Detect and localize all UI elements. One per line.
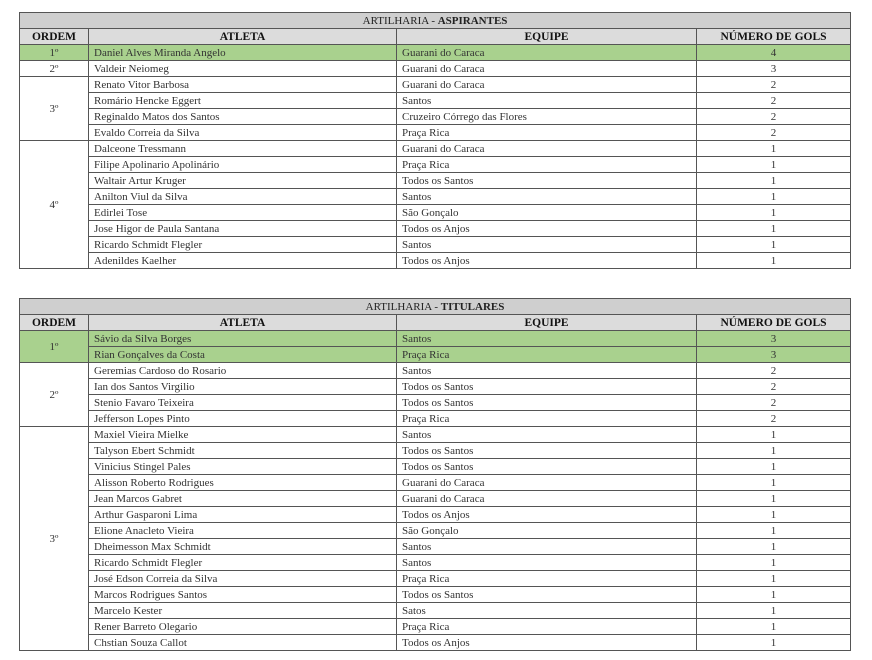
goals-cell: 1 <box>697 221 851 237</box>
athlete-cell: Adenildes Kaelher <box>89 253 397 269</box>
athlete-cell: Ricardo Schmidt Flegler <box>89 237 397 253</box>
table-row <box>20 141 851 157</box>
table-title-category: ASPIRANTES <box>437 14 508 27</box>
team-cell: Guarani do Caraca <box>397 77 697 93</box>
team-cell: Santos <box>397 427 697 443</box>
table-row <box>20 411 851 427</box>
athlete-cell: Chstian Souza Callot <box>89 635 397 651</box>
goals-cell: 1 <box>697 539 851 555</box>
team-cell: Santos <box>397 93 697 109</box>
table-body <box>20 45 851 269</box>
athlete-cell: Jose Higor de Paula Santana <box>89 221 397 237</box>
athlete-cell: Waltair Artur Kruger <box>89 173 397 189</box>
athlete-cell: Daniel Alves Miranda Angelo <box>89 45 397 61</box>
table-row <box>20 459 851 475</box>
table-row <box>20 189 851 205</box>
goals-cell: 1 <box>697 603 851 619</box>
athlete-cell: Arthur Gasparoni Lima <box>89 507 397 523</box>
athlete-cell: Dheimesson Max Schmidt <box>89 539 397 555</box>
table-row <box>20 603 851 619</box>
table-row <box>20 205 851 221</box>
athlete-cell: Geremias Cardoso do Rosario <box>89 363 397 379</box>
athlete-cell: Ricardo Schmidt Flegler <box>89 555 397 571</box>
scorers-table-aspirantes <box>19 12 851 269</box>
athlete-cell: Renato Vitor Barbosa <box>89 77 397 93</box>
column-header-gols: NÚMERO DE GOLS <box>697 315 851 331</box>
table-title <box>20 299 851 315</box>
athlete-cell: Reginaldo Matos dos Santos <box>89 109 397 125</box>
team-cell: Todos os Anjos <box>397 635 697 651</box>
team-cell: Santos <box>397 189 697 205</box>
athlete-cell: Dalceone Tressmann <box>89 141 397 157</box>
column-header-ordem: ORDEM <box>20 315 89 331</box>
goals-cell: 2 <box>697 363 851 379</box>
goals-cell: 2 <box>697 125 851 141</box>
rank-cell: 3º <box>20 77 89 141</box>
table-row <box>20 93 851 109</box>
rank-cell: 2º <box>20 363 89 427</box>
athlete-cell: Elione Anacleto Vieira <box>89 523 397 539</box>
table-row <box>20 475 851 491</box>
table-row <box>20 173 851 189</box>
table-row <box>20 587 851 603</box>
team-cell: Todos os Anjos <box>397 221 697 237</box>
goals-cell: 1 <box>697 523 851 539</box>
team-cell: Praça Rica <box>397 571 697 587</box>
athlete-cell: Anilton Viul da Silva <box>89 189 397 205</box>
goals-cell: 1 <box>697 571 851 587</box>
team-cell: Santos <box>397 331 697 347</box>
table-row <box>20 635 851 651</box>
goals-cell: 1 <box>697 141 851 157</box>
team-cell: Todos os Santos <box>397 379 697 395</box>
team-cell: Todos os Santos <box>397 443 697 459</box>
goals-cell: 2 <box>697 395 851 411</box>
team-cell: Santos <box>397 539 697 555</box>
table-row <box>20 363 851 379</box>
goals-cell: 1 <box>697 443 851 459</box>
goals-cell: 1 <box>697 205 851 221</box>
column-header-equipe: EQUIPE <box>397 315 697 331</box>
athlete-cell: Evaldo Correia da Silva <box>89 125 397 141</box>
column-header-row <box>20 315 851 331</box>
team-cell: Praça Rica <box>397 411 697 427</box>
goals-cell: 1 <box>697 619 851 635</box>
athlete-cell: Jean Marcos Gabret <box>89 491 397 507</box>
athlete-cell: Alisson Roberto Rodrigues <box>89 475 397 491</box>
rank-cell: 1º <box>20 331 89 363</box>
goals-cell: 4 <box>697 45 851 61</box>
team-cell: São Gonçalo <box>397 205 697 221</box>
table-row <box>20 61 851 77</box>
table-row <box>20 523 851 539</box>
team-cell: Todos os Santos <box>397 173 697 189</box>
goals-cell: 3 <box>697 347 851 363</box>
table-title-prefix: ARTILHARIA - <box>365 300 441 313</box>
column-header-atleta: ATLETA <box>89 315 397 331</box>
athlete-cell: Rian Gonçalves da Costa <box>89 347 397 363</box>
team-cell: Cruzeiro Córrego das Flores <box>397 109 697 125</box>
table-row <box>20 77 851 93</box>
column-header-atleta: ATLETA <box>89 29 397 45</box>
table-row <box>20 125 851 141</box>
rank-cell: 1º <box>20 45 89 61</box>
team-cell: Satos <box>397 603 697 619</box>
athlete-cell: Romário Hencke Eggert <box>89 93 397 109</box>
table-row <box>20 379 851 395</box>
goals-cell: 1 <box>697 173 851 189</box>
team-cell: Praça Rica <box>397 619 697 635</box>
team-cell: Todos os Anjos <box>397 253 697 269</box>
table-row <box>20 157 851 173</box>
athlete-cell: Filipe Apolinario Apolinário <box>89 157 397 173</box>
goals-cell: 1 <box>697 237 851 253</box>
rank-cell: 3º <box>20 427 89 651</box>
table-title-row <box>20 13 851 29</box>
table-row <box>20 237 851 253</box>
team-cell: Guarani do Caraca <box>397 141 697 157</box>
goals-cell: 1 <box>697 555 851 571</box>
goals-cell: 1 <box>697 507 851 523</box>
table-row <box>20 443 851 459</box>
athlete-cell: Marcelo Kester <box>89 603 397 619</box>
athlete-cell: Edirlei Tose <box>89 205 397 221</box>
team-cell: Santos <box>397 555 697 571</box>
goals-cell: 1 <box>697 427 851 443</box>
goals-cell: 1 <box>697 587 851 603</box>
table-title-category: TITULARES <box>440 300 505 313</box>
team-cell: Todos os Santos <box>397 395 697 411</box>
athlete-cell: Maxiel Vieira Mielke <box>89 427 397 443</box>
athlete-cell: Valdeir Neiomeg <box>89 61 397 77</box>
table-row <box>20 427 851 443</box>
goals-cell: 3 <box>697 331 851 347</box>
column-header-row <box>20 29 851 45</box>
team-cell: Praça Rica <box>397 157 697 173</box>
goals-cell: 2 <box>697 411 851 427</box>
goals-cell: 1 <box>697 189 851 205</box>
table-title-prefix: ARTILHARIA - <box>362 14 438 27</box>
team-cell: Santos <box>397 237 697 253</box>
goals-cell: 1 <box>697 459 851 475</box>
rank-cell: 4º <box>20 141 89 269</box>
team-cell: Guarani do Caraca <box>397 491 697 507</box>
table-row <box>20 619 851 635</box>
goals-cell: 2 <box>697 93 851 109</box>
table-row <box>20 347 851 363</box>
table-title <box>20 13 851 29</box>
table-row <box>20 555 851 571</box>
table-row <box>20 253 851 269</box>
table-row <box>20 221 851 237</box>
goals-cell: 1 <box>697 475 851 491</box>
team-cell: Todos os Santos <box>397 587 697 603</box>
scorers-table-titulares <box>19 298 851 651</box>
goals-cell: 3 <box>697 61 851 77</box>
column-header-equipe: EQUIPE <box>397 29 697 45</box>
goals-cell: 2 <box>697 379 851 395</box>
athlete-cell: Vinicius Stingel Pales <box>89 459 397 475</box>
team-cell: Todos os Santos <box>397 459 697 475</box>
goals-cell: 2 <box>697 109 851 125</box>
team-cell: Praça Rica <box>397 125 697 141</box>
goals-cell: 2 <box>697 77 851 93</box>
table-row <box>20 571 851 587</box>
team-cell: Todos os Anjos <box>397 507 697 523</box>
table-row <box>20 507 851 523</box>
team-cell: São Gonçalo <box>397 523 697 539</box>
goals-cell: 1 <box>697 491 851 507</box>
goals-cell: 1 <box>697 157 851 173</box>
table-row <box>20 491 851 507</box>
athlete-cell: Jefferson Lopes Pinto <box>89 411 397 427</box>
rank-cell: 2º <box>20 61 89 77</box>
team-cell: Guarani do Caraca <box>397 45 697 61</box>
athlete-cell: Rener Barreto Olegario <box>89 619 397 635</box>
column-header-gols: NÚMERO DE GOLS <box>697 29 851 45</box>
table-row <box>20 539 851 555</box>
athlete-cell: Sávio da Silva Borges <box>89 331 397 347</box>
team-cell: Guarani do Caraca <box>397 61 697 77</box>
team-cell: Guarani do Caraca <box>397 475 697 491</box>
team-cell: Praça Rica <box>397 347 697 363</box>
table-row <box>20 395 851 411</box>
athlete-cell: Talyson Ebert Schmidt <box>89 443 397 459</box>
goals-cell: 1 <box>697 635 851 651</box>
goals-cell: 1 <box>697 253 851 269</box>
table-row <box>20 45 851 61</box>
athlete-cell: José Edson Correia da Silva <box>89 571 397 587</box>
athlete-cell: Stenio Favaro Teixeira <box>89 395 397 411</box>
table-title-row <box>20 299 851 315</box>
team-cell: Santos <box>397 363 697 379</box>
table-row <box>20 109 851 125</box>
athlete-cell: Ian dos Santos Virgilio <box>89 379 397 395</box>
table-body <box>20 331 851 651</box>
column-header-ordem: ORDEM <box>20 29 89 45</box>
table-row <box>20 331 851 347</box>
athlete-cell: Marcos Rodrigues Santos <box>89 587 397 603</box>
